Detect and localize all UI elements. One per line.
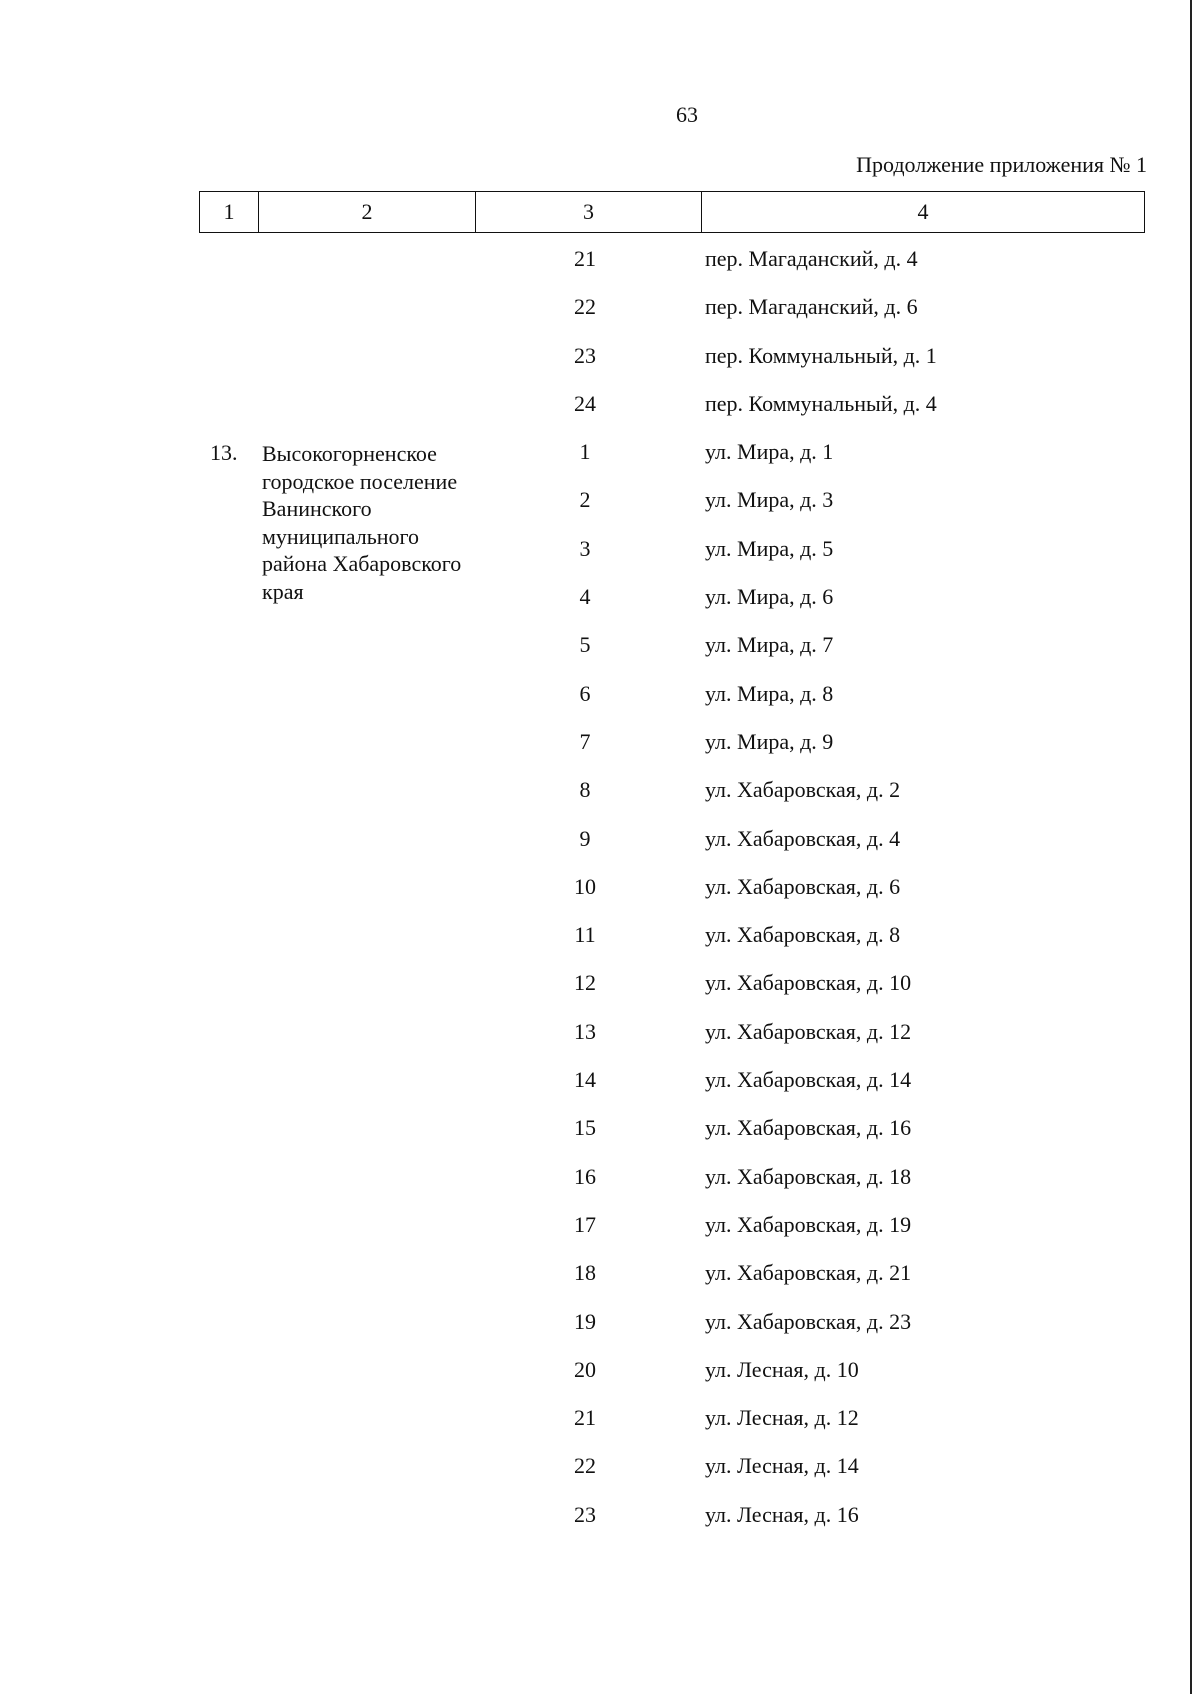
table-row	[0, 679, 1200, 727]
row-number: 20	[574, 1356, 596, 1382]
row-number: 23	[574, 1501, 596, 1527]
row-address: ул. Хабаровская, д. 8	[705, 922, 901, 948]
table-row	[0, 968, 1200, 1016]
table-header	[199, 191, 1145, 233]
appendix-continuation-label: Продолжение приложения № 1	[856, 152, 1147, 177]
table-row	[0, 582, 1200, 630]
row-address: пер. Коммунальный, д. 1	[705, 342, 937, 368]
row-address: ул. Мира, д. 3	[705, 487, 834, 513]
row-number: 14	[574, 1067, 596, 1093]
row-address: пер. Магаданский, д. 4	[705, 246, 918, 271]
table-row	[0, 1307, 1200, 1355]
entity-number: 13.	[210, 440, 238, 465]
page-number: 63	[676, 102, 698, 127]
row-address: ул. Мира, д. 9	[705, 728, 834, 754]
row-number: 22	[574, 1453, 596, 1479]
row-number: 22	[574, 294, 596, 320]
row-address: ул. Лесная, д. 16	[705, 1501, 859, 1527]
row-number: 16	[574, 1163, 596, 1189]
table-row	[0, 1355, 1200, 1403]
row-number: 1	[579, 439, 591, 465]
row-address: ул. Хабаровская, д. 18	[705, 1163, 912, 1189]
table-row	[0, 630, 1200, 678]
row-address: ул. Лесная, д. 10	[705, 1356, 859, 1382]
row-address: ул. Хабаровская, д. 12	[705, 1018, 912, 1044]
table-row	[0, 244, 1200, 292]
row-number: 11	[574, 922, 596, 948]
row-address: ул. Лесная, д. 12	[705, 1405, 859, 1431]
table-row	[0, 1258, 1200, 1306]
row-address: ул. Мира, д. 6	[705, 584, 834, 610]
table-row	[0, 1210, 1200, 1258]
table-row	[0, 872, 1200, 920]
row-number: 18	[574, 1260, 596, 1286]
row-address: ул. Хабаровская, д. 2	[705, 777, 901, 803]
row-address: ул. Мира, д. 7	[705, 632, 834, 658]
row-address: ул. Мира, д. 5	[705, 535, 834, 561]
row-address: ул. Хабаровская, д. 16	[705, 1115, 912, 1141]
row-number: 2	[579, 487, 591, 513]
row-number: 21	[574, 246, 596, 271]
table-row	[0, 341, 1200, 389]
row-number: 13	[574, 1018, 596, 1044]
row-address: ул. Хабаровская, д. 21	[705, 1260, 912, 1286]
row-address: ул. Лесная, д. 14	[705, 1453, 859, 1479]
table-row	[0, 292, 1200, 340]
table-row	[0, 1403, 1200, 1451]
row-number: 7	[579, 728, 591, 754]
row-number: 15	[574, 1115, 596, 1141]
table-row	[0, 1017, 1200, 1065]
table-row	[0, 775, 1200, 823]
row-number: 6	[579, 680, 591, 706]
header-col-1: 1	[223, 199, 235, 224]
table-row	[0, 1162, 1200, 1210]
row-number: 10	[574, 873, 596, 899]
row-number: 21	[574, 1405, 596, 1431]
header-col-4: 4	[701, 192, 1144, 232]
row-number: 9	[579, 825, 591, 851]
row-number: 3	[579, 535, 591, 561]
header-col-3: 3	[475, 192, 701, 232]
row-number: 8	[579, 777, 591, 803]
row-address: ул. Хабаровская, д. 10	[705, 970, 912, 996]
table-row	[0, 824, 1200, 872]
row-address: ул. Хабаровская, д. 6	[705, 873, 901, 899]
row-number: 19	[574, 1308, 596, 1334]
table-row	[0, 389, 1200, 437]
row-address: ул. Хабаровская, д. 14	[705, 1067, 912, 1093]
row-address: ул. Мира, д. 1	[705, 439, 834, 465]
row-address: ул. Хабаровская, д. 19	[705, 1211, 912, 1237]
header-col-2: 2	[258, 192, 475, 232]
table-row	[0, 1500, 1200, 1548]
table-row	[0, 1113, 1200, 1161]
row-number: 23	[574, 342, 596, 368]
table-row	[0, 920, 1200, 968]
table-row	[0, 485, 1200, 533]
row-address: пер. Магаданский, д. 6	[705, 294, 918, 320]
scan-edge-line	[1190, 0, 1192, 1694]
entity-name: Высокогорненское городское поселение Ванинского муниципального района Хабаровского края	[262, 441, 462, 604]
row-number: 17	[574, 1211, 596, 1237]
row-number: 24	[574, 390, 596, 416]
row-number: 12	[574, 970, 596, 996]
table-row	[0, 727, 1200, 775]
table-row	[0, 437, 1200, 485]
table-row	[0, 534, 1200, 582]
table-row	[0, 1065, 1200, 1113]
table-row	[0, 1451, 1200, 1499]
row-address: ул. Хабаровская, д. 23	[705, 1308, 912, 1334]
row-number: 5	[579, 632, 591, 658]
row-address: пер. Коммунальный, д. 4	[705, 390, 937, 416]
row-number: 4	[579, 584, 591, 610]
row-address: ул. Мира, д. 8	[705, 680, 834, 706]
address-list	[0, 244, 1200, 1548]
row-address: ул. Хабаровская, д. 4	[705, 825, 901, 851]
